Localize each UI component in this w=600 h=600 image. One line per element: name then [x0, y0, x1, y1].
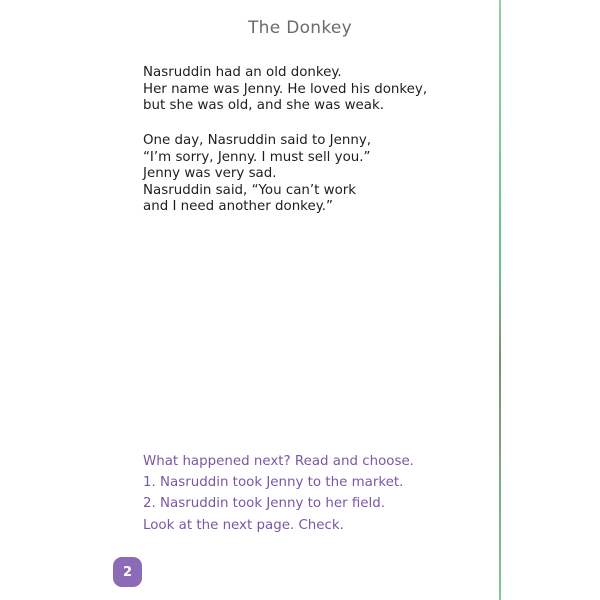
page-number-badge: 2 [113, 557, 142, 587]
story-line: and I need another donkey.” [143, 199, 333, 214]
story-line: Jenny was very sad. [143, 166, 277, 181]
story-paragraph-1 [143, 65, 427, 115]
story-line: Nasruddin had an old donkey. [143, 65, 342, 80]
activity-instruction: Look at the next page. Check. [143, 518, 344, 533]
activity-prompt: What happened next? Read and choose. [143, 454, 414, 469]
story-line: “I’m sorry, Jenny. I must sell you.” [143, 149, 371, 165]
story-paragraph-2 [143, 133, 371, 216]
story-line: Nasruddin said, “You can’t work [143, 182, 357, 198]
story-line: but she was old, and she was weak. [143, 98, 384, 113]
activity-option-1: 1. Nasruddin took Jenny to the market. [143, 475, 404, 490]
activity-option-2: 2. Nasruddin took Jenny to her field. [143, 496, 386, 511]
page-title: The Donkey [247, 18, 353, 38]
story-line: Her name was Jenny. He loved his donkey, [143, 81, 428, 97]
story-line: One day, Nasruddin said to Jenny, [143, 133, 372, 148]
book-spine-edge [499, 0, 501, 600]
